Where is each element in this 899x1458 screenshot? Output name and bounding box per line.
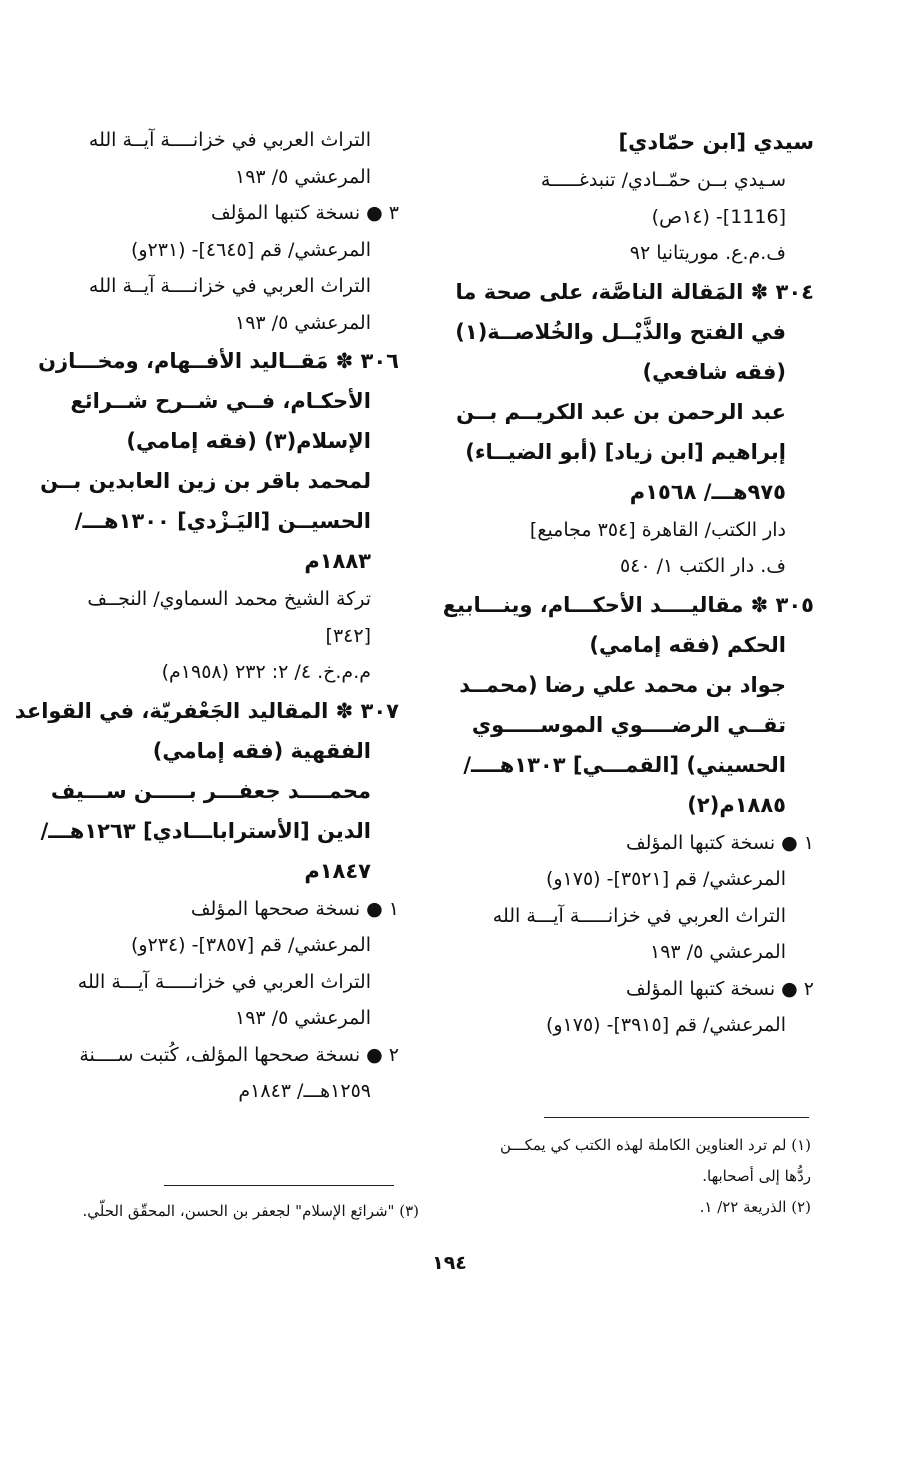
right-column-line: دار الكتب/ القاهرة [٣٥٤ مجاميع] — [529, 518, 786, 541]
right-column-line: ف.م.ع. موريتانيا ٩٢ — [629, 242, 786, 264]
right-column-line: ٣٠٤ ✽ المَقالة الناصَّة، على صحة ما — [455, 279, 814, 304]
footnotes-left — [79, 1196, 419, 1227]
left-column-line: محمــــد جعفـــر بـــــن ســـيف — [50, 778, 371, 803]
right-column-line: ف. دار الكتب ١/ ٥٤٠ — [619, 555, 786, 577]
right-column-line: تقــي الرضــــوي الموســـــوي — [471, 712, 786, 737]
left-column-line: ٢ ● نسخة صححها المؤلف، كُتبت ســــنة — [79, 1043, 399, 1066]
left-column-line: الفقهية (فقه إمامي) — [152, 738, 371, 763]
right-column-line: عبد الرحمن بن عبد الكريــم بــن — [456, 399, 786, 424]
right-column-line: ١ ● نسخة كتبها المؤلف — [625, 831, 814, 854]
right-column-line: الحسيني) [القمـــي] ١٣٠٣هــــ/ — [463, 752, 786, 777]
left-column-line: ٣ ● نسخة كتبها المؤلف — [210, 202, 399, 224]
footnote-rule-left — [164, 1185, 394, 1186]
right-column-line: ٣٠٥ ✽ مقاليــــد الأحكـــام، وينـــابيع — [442, 592, 814, 617]
left-column-line: المرعشي ٥/ ١٩٣ — [235, 165, 371, 188]
left-column-line: ١ ● نسخة صححها المؤلف — [190, 897, 399, 920]
right-column-line: المرعشي/ قم [٣٩١٥]- (١٧٥و) — [545, 1014, 786, 1036]
left-column — [14, 122, 399, 1110]
footnote-rule-right — [544, 1117, 809, 1118]
footnote-line: (١) لم ترد العناوين الكاملة لهذه الكتب كي يمكـــن — [499, 1136, 811, 1154]
left-column-line: م.م.خ. ٤/ ٢: ٢٣٢ (١٩٥٨م) — [161, 661, 371, 683]
left-column-line: المرعشي/ قم [٣٨٥٧]- (٢٣٤و) — [130, 934, 371, 956]
right-column-line: ٢ ● نسخة كتبها المؤلف — [625, 977, 814, 1000]
left-column-line: ١٢٥٩هـــ/ ١٨٤٣م — [238, 1080, 371, 1102]
right-column-line: إبراهيم [ابن زياد] (أبو الضيــاء) — [465, 439, 786, 464]
left-column-line: [٣٤٢] — [325, 624, 371, 647]
left-column-line: ١٨٤٧م — [304, 858, 371, 883]
right-column-line: سيدي [ابن حمّادي] — [618, 130, 814, 154]
right-column-line: التراث العربي في خزانـــــة آيـــة الله — [492, 904, 786, 927]
left-column-line: الحسيــن [اليَـزْدي] ١٣٠٠هـــ/ — [74, 509, 371, 533]
footnotes-right — [466, 1130, 811, 1223]
right-column-line: المرعشي ٥/ ١٩٣ — [650, 941, 786, 963]
right-column-line: سـيدي بــن حمّــادي/ تنبدغـــــة — [540, 169, 786, 191]
footnote-line: (٣) "شرائع الإسلام" لجعفر بن الحسن، المحقّق الحلّي. — [82, 1202, 419, 1220]
left-column-line: ١٨٨٣م — [304, 549, 371, 573]
footnote-line: ردُّها إلى أصحابها. — [702, 1167, 811, 1185]
left-column-line: الإسلام(٣) (فقه إمامي) — [126, 429, 371, 453]
right-column-line: ١٨٨٥م(٢) — [687, 792, 786, 817]
left-column-line: لمحمد باقر بن زين العابدين بــن — [40, 469, 371, 493]
left-column-line: ٣٠٦ ✽ مَقــاليد الأفــهام، ومخـــازن — [38, 349, 399, 373]
left-column-line: المرعشي ٥/ ١٩٣ — [235, 1007, 371, 1029]
left-column-line: التراث العربي في خزانــــة آيــة الله — [88, 275, 371, 297]
left-column-line: الدين [الأستراباـــادي] ١٢٦٣هـــ/ — [40, 818, 371, 843]
right-column-line: جواد بن محمد علي رضا (محمــد — [459, 672, 786, 697]
right-column-line: ٩٧٥هـــ/ ١٥٦٨م — [629, 479, 786, 504]
right-column-line: الحكم (فقه إمامي) — [589, 632, 786, 657]
left-column-line: التراث العربي في خزانـــــة آيـــة الله — [77, 970, 371, 993]
footnote-line: (٢) الذريعة ٢٢/ ١. — [699, 1198, 811, 1216]
right-column-line: [1116]- (١٤ص) — [651, 205, 786, 228]
right-column-line: في الفتح والذَّيْــل والخُلاصــة(١) — [455, 319, 786, 344]
right-column — [442, 122, 814, 1044]
left-column-line: المرعشي/ قم [٤٦٤٥]- (٢٣١و) — [130, 238, 371, 261]
right-column-line: (فقه شافعي) — [642, 359, 786, 384]
left-column-line: المرعشي ٥/ ١٩٣ — [235, 311, 371, 334]
left-column-line: ٣٠٧ ✽ المقاليد الجَعْفريّة، في القواعد — [14, 698, 399, 723]
left-column-line: الأحكـام، فــي شــرح شــرائع — [70, 389, 371, 413]
right-column-line: المرعشي/ قم [٣٥٢١]- (١٧٥و) — [545, 868, 786, 890]
left-column-line: تركة الشيخ محمد السماوي/ النجــف — [87, 588, 371, 610]
page-number: ١٩٤ — [432, 1252, 467, 1274]
left-column-line: التراث العربي في خزانــــة آيــة الله — [88, 129, 371, 151]
